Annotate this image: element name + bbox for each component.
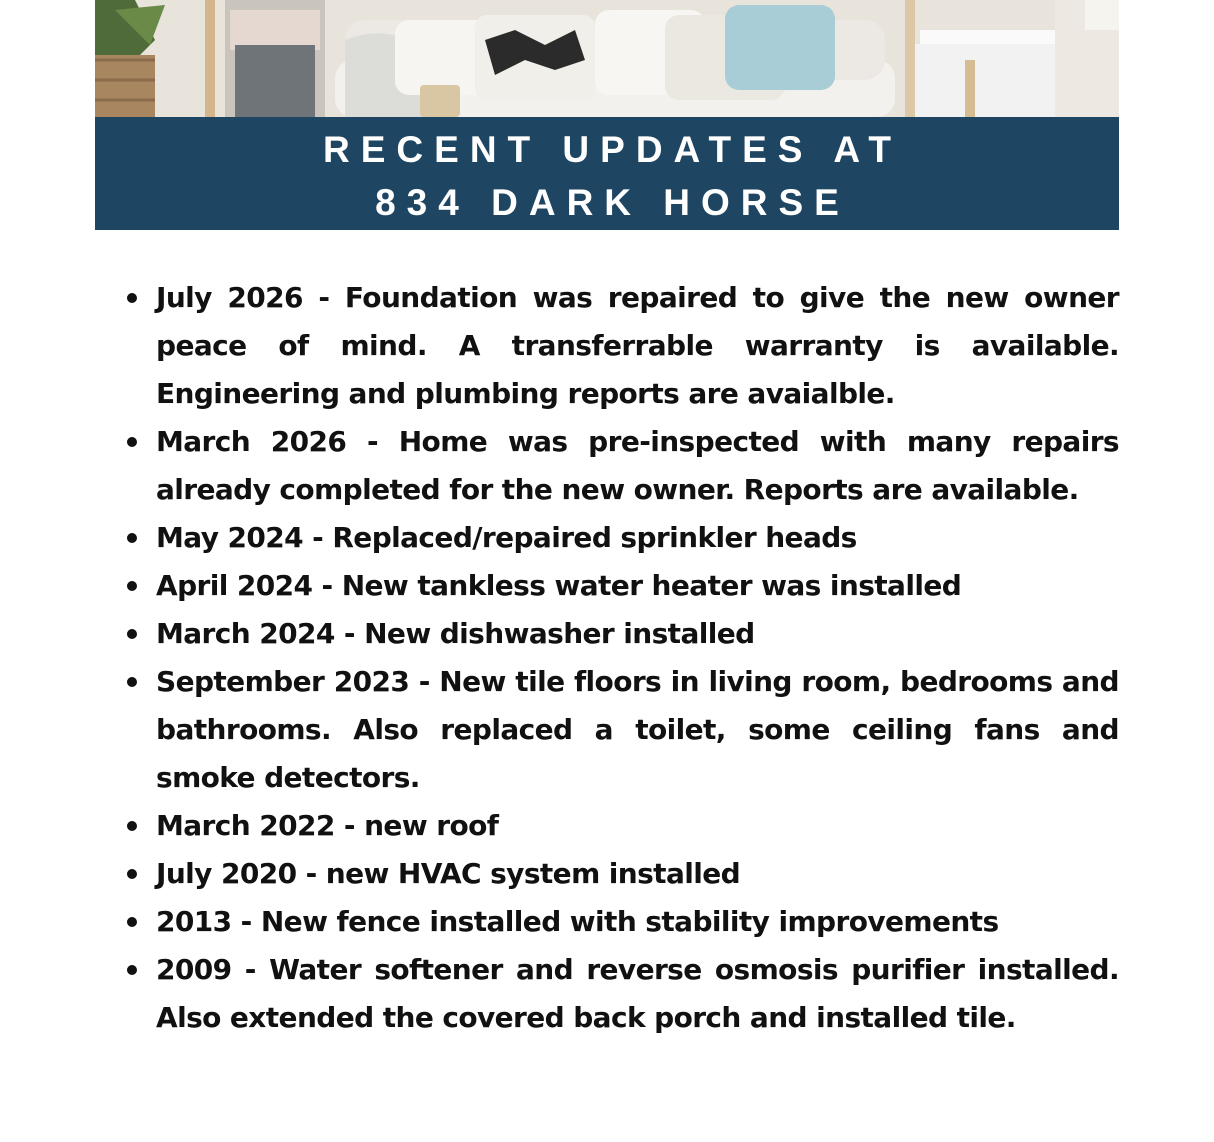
bullet-icon <box>127 293 137 303</box>
bullet-icon <box>127 869 137 879</box>
banner-title-line-1: RECENT UPDATES AT <box>323 129 902 170</box>
list-item <box>156 514 1119 562</box>
bullet-icon <box>127 437 137 447</box>
list-item-text: 2009 - Water softener and reverse osmosis purifier installed. Also extended the covered back porch and installed tile. <box>156 953 1119 1034</box>
bullet-icon <box>127 965 137 975</box>
list-item <box>156 418 1119 514</box>
bullet-icon <box>127 917 137 927</box>
list-item-text: July 2026 - Foundation was repaired to give the new owner peace of mind. A transferrable warranty is available. Engineering and plumbing reports are avaialble. <box>156 281 1119 410</box>
list-item <box>156 850 1119 898</box>
list-item-text: May 2024 - Replaced/repaired sprinkler heads <box>156 521 857 554</box>
bullet-icon <box>127 581 137 591</box>
list-item-text: March 2024 - New dishwasher installed <box>156 617 755 650</box>
list-item-text: March 2022 - new roof <box>156 809 499 842</box>
bullet-icon <box>127 821 137 831</box>
list-item-text: July 2020 - new HVAC system installed <box>156 857 741 890</box>
list-item <box>156 802 1119 850</box>
title-banner <box>95 117 1119 230</box>
list-item <box>156 658 1119 802</box>
list-item-text: 2013 - New fence installed with stability improvements <box>156 905 999 938</box>
bullet-icon <box>127 533 137 543</box>
list-item <box>156 562 1119 610</box>
updates-list <box>0 274 1214 1042</box>
list-item-text: April 2024 - New tankless water heater was installed <box>156 569 962 602</box>
list-item <box>156 610 1119 658</box>
list-item <box>156 274 1119 418</box>
list-item-text: September 2023 - New tile floors in living room, bedrooms and bathrooms. Also replaced a toilet, some ceiling fans and smoke detectors. <box>156 665 1119 794</box>
bullet-icon <box>127 629 137 639</box>
list-item <box>156 946 1119 1042</box>
bullet-icon <box>127 677 137 687</box>
list-item <box>156 898 1119 946</box>
banner-title-line-2: 834 DARK HORSE <box>375 182 850 223</box>
list-item-text: March 2026 - Home was pre-inspected with many repairs already completed for the new owner. Reports are available. <box>156 425 1119 506</box>
living-room-photo <box>95 0 1119 117</box>
